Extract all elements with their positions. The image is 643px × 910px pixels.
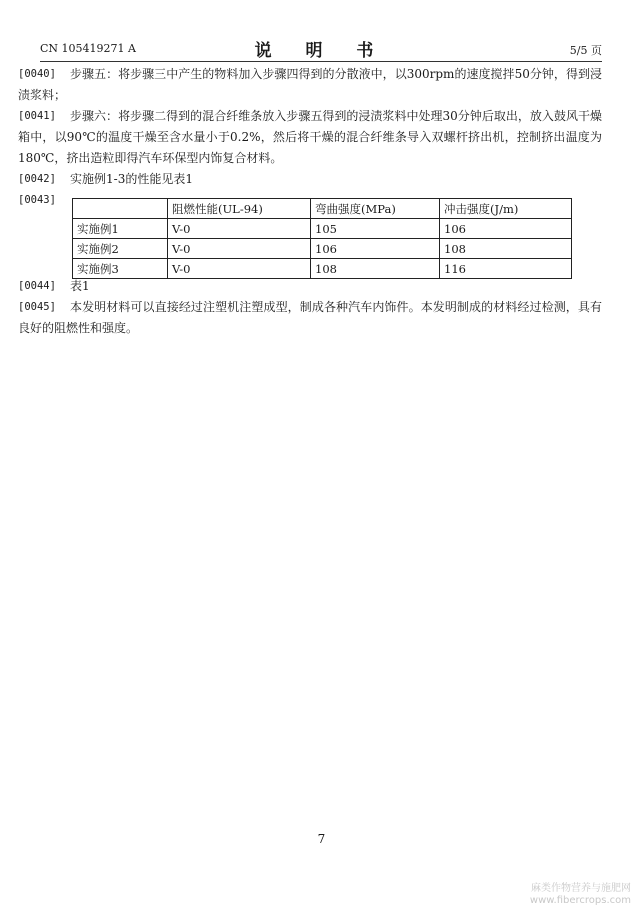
table-cell: 实施例3 — [73, 259, 168, 279]
paragraph-text: 步骤五：将步骤三中产生的物料加入步骤四得到的分散液中，以300rpm的速度搅拌50分钟，得到浸渍浆料； — [18, 67, 602, 102]
table-cell: V-0 — [168, 219, 311, 239]
performance-table — [72, 198, 572, 279]
paragraph-text: 步骤六：将步骤二得到的混合纤维条放入步骤五得到的浸渍浆料中处理30分钟后取出，放入鼓风干燥箱中，以90℃的温度干燥至含水量小于0.2%，然后将干燥的混合纤维条导入双螺杆挤出机，控制挤出温度为180℃，挤出造粒即得汽车环保型内饰复合材料。 — [18, 109, 602, 165]
page-header — [40, 40, 602, 60]
paragraph-tag: [0043] — [18, 194, 56, 206]
description-body-continued — [18, 276, 602, 339]
paragraph-0042 — [18, 169, 602, 190]
table-cell: V-0 — [168, 259, 311, 279]
table-row — [73, 219, 572, 239]
table-cell: 105 — [311, 219, 440, 239]
description-body — [18, 64, 602, 211]
table-cell: 106 — [440, 219, 572, 239]
table-row — [73, 239, 572, 259]
publication-number: CN 105419271 A — [40, 42, 136, 55]
paragraph-tag: [0044] — [18, 280, 56, 292]
table-caption: 表1 — [70, 279, 90, 293]
table-cell: 108 — [440, 239, 572, 259]
paragraph-0041 — [18, 106, 602, 169]
table-header-cell: 冲击强度(J/m) — [440, 199, 572, 219]
paragraph-0045 — [18, 297, 602, 339]
table-header-row — [73, 199, 572, 219]
paragraph-tag: [0040] — [18, 68, 56, 80]
paragraph-tag: [0042] — [18, 173, 56, 185]
paragraph-text: 本发明材料可以直接经过注塑机注塑成型，制成各种汽车内饰件。本发明制成的材料经过检测，具有良好的阻燃性和强度。 — [18, 300, 602, 335]
table-cell: 108 — [311, 259, 440, 279]
paragraph-tag: [0045] — [18, 301, 56, 313]
table-cell: 116 — [440, 259, 572, 279]
table-cell: 实施例2 — [73, 239, 168, 259]
watermark-url: www.fibercrops.com — [529, 895, 631, 906]
table-cell: 106 — [311, 239, 440, 259]
page-indicator: 5/5 页 — [569, 44, 602, 57]
paragraph-0040 — [18, 64, 602, 106]
page-number: 7 — [317, 832, 326, 846]
paragraph-tag: [0041] — [18, 110, 56, 122]
watermark-text: 麻类作物营养与施肥网 — [531, 883, 631, 894]
paragraph-0044 — [18, 276, 602, 297]
table-cell: V-0 — [168, 239, 311, 259]
table-cell: 实施例1 — [73, 219, 168, 239]
document-title: 说 明 书 — [254, 41, 388, 61]
header-rule — [40, 61, 602, 62]
table-header-cell: 弯曲强度(MPa) — [311, 199, 440, 219]
table-header-cell: 阻燃性能(UL-94) — [168, 199, 311, 219]
table-header-cell — [73, 199, 168, 219]
paragraph-text: 实施例1-3的性能见表1 — [70, 172, 193, 186]
